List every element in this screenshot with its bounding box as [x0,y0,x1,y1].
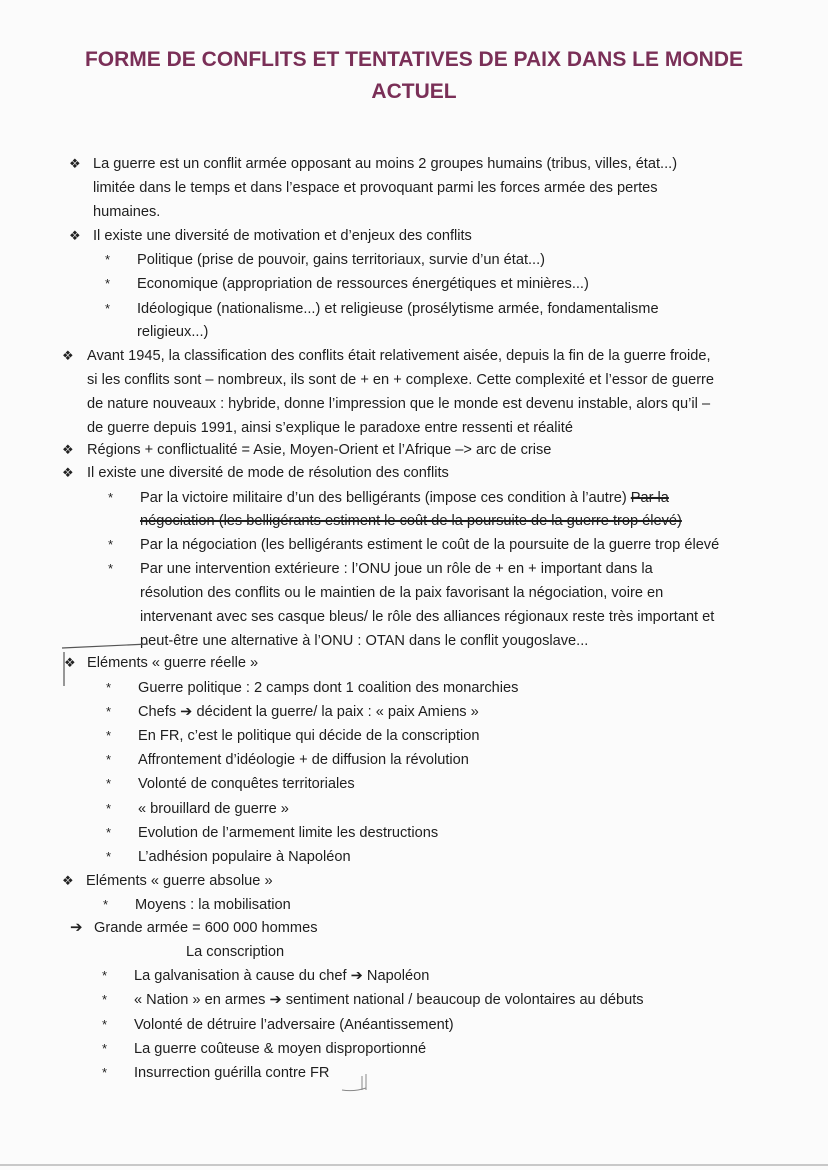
text-line: Grande armée = 600 000 hommes [94,920,318,936]
star-bullet-icon: * [102,968,108,983]
text-line: Eléments « guerre absolue » [86,873,273,889]
star-bullet-icon: * [106,752,112,767]
text-line: Moyens : la mobilisation [135,897,291,913]
struck-text-line: négociation (les belligérants estiment le coût de la poursuite de la guerre trop élevé) [140,513,682,529]
page-edge [0,1164,828,1166]
text-line: Régions + conflictualité = Asie, Moyen-Orient et l’Afrique –> arc de crise [87,442,552,458]
star-bullet-icon: * [105,252,111,267]
text-line: si les conflits sont – nombreux, ils sont de + en + complexe. Cette complexité et l’essor de guerre [87,372,715,388]
diamond-bullet-icon: ❖ [62,348,74,363]
text-line: Idéologique (nationalisme...) et religieuse (prosélytisme armée, fondamentalisme [137,301,659,317]
star-bullet-icon: * [106,849,112,864]
star-bullet-icon: * [106,680,112,695]
text-line: Affrontement d’idéologie + de diffusion la révolution [138,752,469,768]
star-bullet-icon: * [105,276,111,291]
text-line: Il existe une diversité de mode de résolution des conflits [87,465,449,481]
diamond-bullet-icon: ❖ [62,873,74,888]
text-line: humaines. [93,204,161,220]
text-line: Il existe une diversité de motivation et d’enjeux des conflits [93,228,472,244]
text-line: Insurrection guérilla contre FR [134,1065,330,1081]
text-line: Volonté de détruire l’adversaire (Anéantissement) [134,1017,454,1033]
star-bullet-icon: * [105,301,111,316]
star-bullet-icon: * [108,561,114,576]
star-bullet-icon: * [108,490,114,505]
text-line: En FR, c’est le politique qui décide de la conscription [138,728,480,744]
text-line: Par la victoire militaire d’un des belligérants (impose ces condition à l’autre) Par la [140,490,669,506]
text-line: Volonté de conquêtes territoriales [138,776,355,792]
text-line: religieux...) [137,324,209,340]
text-line: « brouillard de guerre » [138,801,289,817]
text-line: de guerre depuis 1991, ainsi s’explique le paradoxe entre ressenti et réalité [87,420,573,436]
star-bullet-icon: * [106,801,112,816]
text-line: Evolution de l’armement limite les destructions [138,825,439,841]
star-bullet-icon: * [106,776,112,791]
star-bullet-icon: * [102,1041,108,1056]
text-line: Guerre politique : 2 camps dont 1 coalition des monarchies [138,680,519,696]
text-line: intervenant avec ses casque bleus/ le rôle des alliances régionaux reste très important et [140,609,715,625]
text-line: peut-être une alternative à l’ONU : OTAN dans le conflit yougoslave... [140,633,589,649]
star-bullet-icon: * [106,825,112,840]
star-bullet-icon: * [106,728,112,743]
text-line: La guerre coûteuse & moyen disproportionné [134,1041,427,1057]
arrow-bullet-icon: ➔ [70,919,83,936]
text-line: Avant 1945, la classification des conflits était relativement aisée, depuis la fin de la guerre froide, [87,348,711,364]
struck-text: Par la [630,490,669,506]
text-line: L’adhésion populaire à Napoléon [138,849,351,865]
text-line: de nature nouveaux : hybride, donne l’impression que le monde est devenu instable, alors qu’il – [87,396,711,412]
diamond-bullet-icon: ❖ [62,442,74,457]
diamond-bullet-icon: ❖ [69,228,81,243]
text-line: Par une intervention extérieure : l’ONU joue un rôle de + en + important dans la [140,561,653,577]
star-bullet-icon: * [108,537,114,552]
text-line: Economique (appropriation de ressources énergétiques et minières...) [137,276,589,292]
star-bullet-icon: * [102,1065,108,1080]
pen-squiggle [340,1070,370,1094]
text-line: limitée dans le temps et dans l’espace et provoquant parmi les forces armée des pertes [93,180,658,196]
star-bullet-icon: * [102,1017,108,1032]
text-line: résolution des conflits ou le maintien de la paix favorisant la négociation, voire en [140,585,664,601]
text-line: Chefs ➔ décident la guerre/ la paix : « paix Amiens » [138,704,479,720]
page-title: FORME DE CONFLITS ET TENTATIVES DE PAIX DANS LE MONDE ACTUEL [84,48,744,103]
text-line: La conscription [186,944,285,960]
text-line: La galvanisation à cause du chef ➔ Napoléon [134,968,430,984]
star-bullet-icon: * [102,992,108,1007]
star-bullet-icon: * [106,704,112,719]
text-line: Politique (prise de pouvoir, gains territoriaux, survie d’un état...) [137,252,546,268]
text-line: « Nation » en armes ➔ sentiment national / beaucoup de volontaires au débuts [134,992,644,1008]
diamond-bullet-icon: ❖ [62,465,74,480]
text-line: Eléments « guerre réelle » [87,655,259,671]
text-line: La guerre est un conflit armée opposant au moins 2 groupes humains (tribus, villes, état...) [93,156,678,172]
diamond-bullet-icon: ❖ [69,156,81,171]
text-line: Par la négociation (les belligérants estiment le coût de la poursuite de la guerre trop élevé [140,537,720,553]
star-bullet-icon: * [103,897,109,912]
diamond-bullet-icon: ❖ [64,655,76,670]
